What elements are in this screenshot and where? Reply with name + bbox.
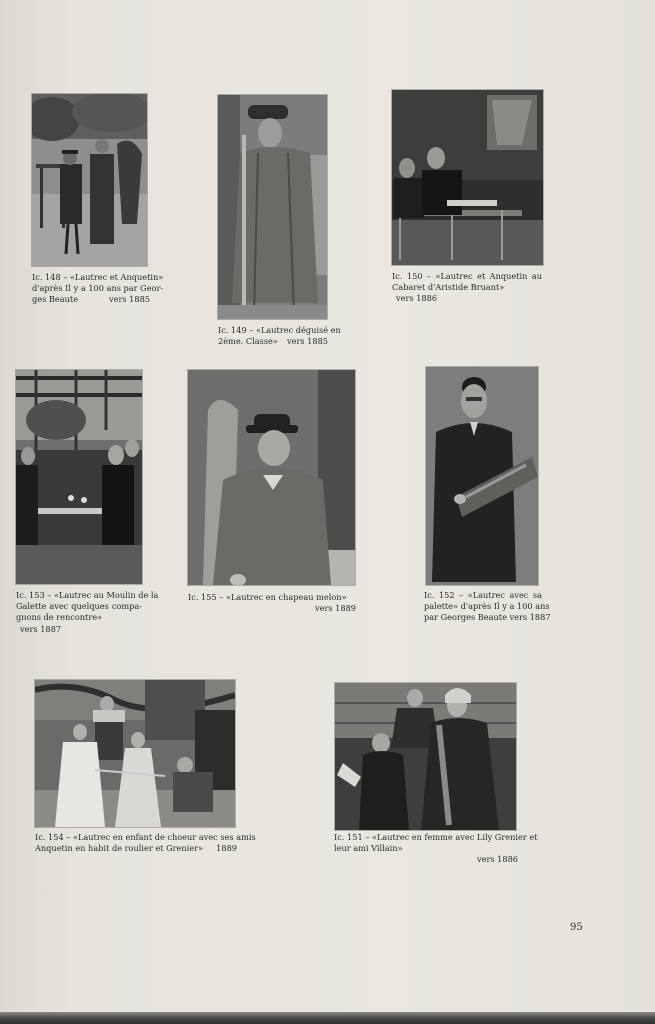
caption-ic155 — [188, 592, 356, 614]
caption-line: Ic. 155 – «Lautrec en chapeau melon» — [188, 592, 347, 602]
desk-surface — [0, 1012, 655, 1024]
caption-date: vers 1889 — [314, 603, 356, 614]
caption-line: leur ami Villain» — [334, 843, 403, 854]
caption-line: Galette avec quelques compa- — [16, 601, 142, 612]
caption-ic151 — [334, 832, 538, 866]
caption-ic152 — [424, 590, 551, 624]
caption-line: Ic. 151 – «Lautrec en femme avec Lily Grenier et — [334, 832, 538, 842]
caption-date: vers 1885 — [286, 336, 328, 347]
photo-ic153 — [16, 370, 142, 584]
page-number: 95 — [570, 922, 583, 933]
caption-line: par Georges Beaute vers 1887 — [424, 612, 551, 623]
caption-line: Cabaret d'Aristide Bruant» — [392, 282, 505, 293]
caption-ic149 — [218, 325, 341, 347]
caption-line: Ic. 154 – «Lautrec en enfant de choeur avec ses amis — [35, 832, 256, 842]
caption-date: 1889 — [216, 843, 237, 854]
photo-ic148 — [32, 94, 147, 266]
caption-line: d'après Il y a 100 ans par Geor- — [32, 283, 164, 294]
photo-ic152 — [426, 367, 538, 585]
photo-ic150 — [392, 90, 543, 265]
caption-ic150 — [392, 271, 542, 305]
caption-line: 2ème. Classe» — [218, 336, 278, 347]
caption-line: Ic. 153 – «Lautrec au Moulin de la — [16, 590, 159, 600]
caption-date: vers 1885 — [108, 294, 150, 305]
photo-ic154 — [35, 680, 235, 827]
caption-ic154 — [35, 832, 256, 854]
caption-line: gnons de rencontre» — [16, 612, 103, 623]
photo-ic151 — [335, 683, 516, 830]
caption-date: vers 1886 — [396, 293, 438, 304]
photo-ic149 — [218, 95, 327, 319]
caption-line: palette» d'après Il y a 100 ans — [424, 601, 550, 612]
caption-line: Ic. 150 – «Lautrec et Anquetin au — [392, 271, 542, 281]
caption-ic148 — [32, 272, 164, 306]
caption-line: Ic. 149 – «Lautrec déguisé en — [218, 325, 341, 335]
caption-line: Ic. 152 – «Lautrec avec sa — [424, 590, 542, 600]
caption-line: Ic. 148 – «Lautrec et Anquetin» — [32, 272, 164, 282]
caption-date: vers 1887 — [20, 623, 62, 634]
photo-ic155 — [188, 370, 355, 585]
caption-ic153 — [16, 590, 159, 635]
caption-date: vers 1886 — [476, 854, 518, 865]
caption-line: Anquetin en habit de roulier et Grenier» — [35, 843, 204, 854]
caption-line: ges Beaute — [32, 294, 79, 305]
